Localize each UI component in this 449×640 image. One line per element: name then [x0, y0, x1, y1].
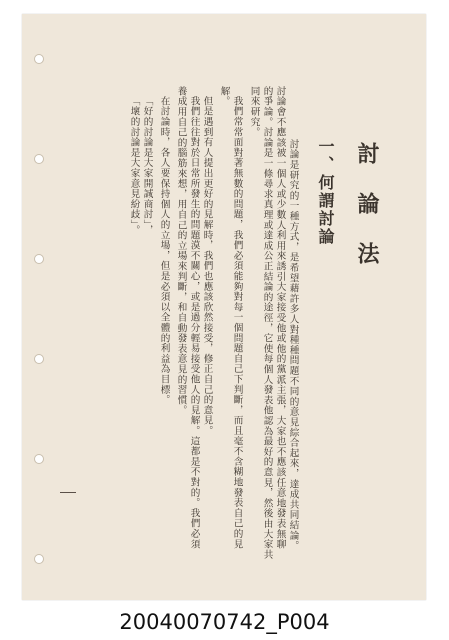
section-heading: 一、何謂討論: [316, 138, 335, 246]
body-text-line: 討論會不應該被一個人或少數人利用來誘引大家接受他或他的黨派主張，大家也不應該任意地發表無聊: [274, 86, 286, 550]
image-caption: 20040070742_P004: [119, 610, 330, 634]
document-page: [22, 14, 426, 600]
body-text-line: 但是遇到有人提出更好的見解時，我們也應該欣然接受，修正自己的意見。: [201, 96, 213, 436]
body-text-line: 同來研究。: [248, 86, 260, 138]
quoted-line: 「好的討論是大家開誠商討」，: [141, 96, 153, 236]
body-text-line: 我們往往對於日常所發生的問題漠不關心，或是過分輕易接受他人的見解。這都是不對的。我們必須: [188, 96, 200, 550]
body-text-line: 解。: [218, 86, 230, 107]
binding-holes: [34, 54, 48, 564]
body-text-line: 的爭論。討論是一條尋求真理或達成公正結論的途徑，它使每個人發表他認為最好的意見，然後由大家共: [261, 86, 273, 560]
body-text-line: 我們常常面對著無數的問題，我們必須能夠對每一個問題自己下判斷，而且毫不含糊地發表自己的見: [231, 96, 243, 550]
margin-mark: [60, 492, 76, 493]
body-text-line: 養成用自己的腦筋來想，用自己的立場來判斷，和自動發表意見的習慣。: [175, 86, 187, 416]
body-text-line: 討論是研究的一種方式，是希望藉許多人對種種問題不同的意見綜合起來，達成共同結論。: [287, 139, 299, 551]
quoted-line: 「壞的討論是大家意見紛歧」。: [128, 96, 140, 236]
page-title: 討論法: [354, 142, 380, 292]
body-text-line: 在討論時，各人要保持個人的立場，但是必須以全體的利益為目標。: [158, 96, 170, 405]
